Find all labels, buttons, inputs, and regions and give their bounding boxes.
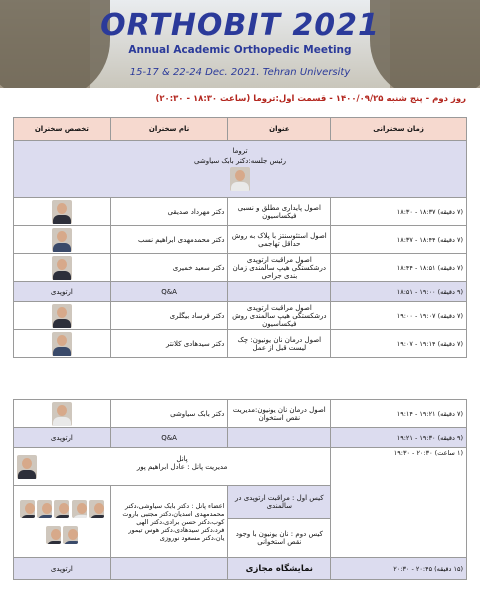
col-speaker: نام سخنران (110, 118, 228, 141)
avatar (20, 500, 35, 518)
talk-topic (228, 282, 331, 302)
exhibit-row (14, 558, 467, 580)
banner-title: ORTHOBIT 2021 (100, 8, 380, 43)
avatar (46, 526, 61, 544)
exhibit-title: نمایشگاه مجازی (228, 558, 331, 580)
col-topic: عنوان (228, 118, 331, 141)
session-name: تروما (232, 147, 248, 155)
qa-row (14, 282, 467, 302)
avatar (89, 500, 104, 518)
talk-topic: اصول درمان نان یونیون:مدیریت نقص استخوان (228, 400, 331, 428)
talk-time: (۷ دقیقه) ۱۹:۱۴ - ۱۹:۰۷ (331, 330, 467, 358)
avatar (52, 228, 72, 252)
talk-time: (۷ دقیقه) ۱۸:۳۷ - ۱۸:۳۰ (331, 198, 467, 226)
table-header-row (14, 118, 467, 141)
table-row (14, 302, 467, 330)
session-chair: رئیس جلسه:دکتر بابک سیاوشی (194, 157, 286, 165)
talk-time: (۷ دقیقه) ۱۹:۲۱ - ۱۹:۱۴ (331, 400, 467, 428)
table-row (14, 330, 467, 358)
panel-header-row (14, 448, 467, 486)
talk-topic (228, 428, 331, 448)
talk-time: (۹ دقیقه) ۱۹:۰۰ - ۱۸:۵۱ (331, 282, 467, 302)
avatar (52, 304, 72, 328)
speaker-name: دکتر سیدهادی کلانتر (110, 330, 228, 358)
qa-row (14, 428, 467, 448)
avatar (63, 526, 78, 544)
schedule-table-1 (13, 117, 467, 358)
exhibit-speaker (110, 558, 228, 580)
col-specialty: تخصص سخنران (14, 118, 111, 141)
exhibit-time: (۱۵ دقیقه) ۲۰:۴۵ - ۲۰:۳۰ (331, 558, 467, 580)
talk-time: (۷ دقیقه) ۱۸:۵۱ - ۱۸:۴۴ (331, 254, 467, 282)
speaker-name: دکتر سعید خمیری (110, 254, 228, 282)
specialty-label: ارتوپدی (14, 282, 111, 302)
panel-members: اعضاء پانل : دکتر بابک سیاوشی،دکتر محمدمهدی اسدیان،دکتر مجتبی باروت کوب،دکتر حسن برادی،دکتر الهی فرد،دکتر سیدهادی،دکتر هوس تیمور یان،دکتر مسعود نوروزی (110, 486, 228, 558)
talk-topic: اصول درمان نان یونیون: چک لیست قبل از عمل (228, 330, 331, 358)
qa-label: Q&A (110, 282, 228, 302)
avatar (37, 500, 52, 518)
talk-topic: اصول مراقبت ارتوپدی درشکستگی هیپ سالمندی روش فیکساسیون (228, 302, 331, 330)
table-row (14, 400, 467, 428)
speaker-name: دکتر فرساد بیگلری (110, 302, 228, 330)
banner-subtitle: Annual Academic Orthopedic Meeting (128, 44, 352, 56)
qa-label: Q&A (110, 428, 228, 448)
talk-topic: اصول استئوسنتز با پلاک به روش حداقل تهاجمی (228, 226, 331, 254)
panel-title: پانل (176, 454, 188, 463)
panel-time: (۱ ساعت) ۲۰:۳۰ - ۱۹:۳۰ (331, 448, 467, 558)
panel-case-2: کیس دوم : نان یونیون با وجود نقص استخوانی (228, 519, 331, 558)
schedule-table-2 (13, 399, 467, 580)
banner-dates: 15-17 & 22-24 Dec. 2021. Tehran University (129, 67, 351, 78)
speaker-name: دکتر بابک سیاوشی (110, 400, 228, 428)
speaker-name: دکتر محمدمهدی ابراهیم نسب (110, 226, 228, 254)
avatar (52, 332, 72, 356)
specialty-label: ارتوپدی (14, 558, 111, 580)
banner (0, 0, 480, 88)
col-time: زمان سخنرانی (331, 118, 467, 141)
table-row (14, 226, 467, 254)
table-row (14, 254, 467, 282)
specialty-label: ارتوپدی (14, 428, 111, 448)
avatar (52, 256, 72, 280)
speaker-name: دکتر مهرداد صدیقی (110, 198, 228, 226)
avatar (17, 455, 37, 479)
talk-time: (۹ دقیقه) ۱۹:۳۰ - ۱۹:۲۱ (331, 428, 467, 448)
talk-time: (۷ دقیقه) ۱۹:۰۷ - ۱۹:۰۰ (331, 302, 467, 330)
talk-time: (۷ دقیقه) ۱۸:۴۴ - ۱۸:۳۷ (331, 226, 467, 254)
panel-case-1: کیس اول : مراقبت ارتوپدی در سالمندی (228, 486, 331, 519)
avatar (230, 167, 250, 191)
talk-topic: اصول مراقبت ارتوپدی درشکستگی هیپ سالمندی زمان بندی جراحی (228, 254, 331, 282)
panel-manager: مدیریت پانل : عادل ابراهیم پور (136, 462, 228, 471)
avatar (54, 500, 69, 518)
day-header: روز دوم - پنج شنبه ۱۴۰۰/۰۹/۲۵ - قسمت اول:تروما (ساعت ۱۸:۳۰ - ۲۰:۳۰) (155, 94, 466, 104)
talk-topic: اصول پایداری مطلق و نسبی فیکساسیون (228, 198, 331, 226)
avatar (52, 402, 72, 426)
avatar (72, 500, 87, 518)
panel-avatars (14, 486, 111, 558)
table-row (14, 198, 467, 226)
avatar (52, 200, 72, 224)
session-row (14, 141, 467, 198)
